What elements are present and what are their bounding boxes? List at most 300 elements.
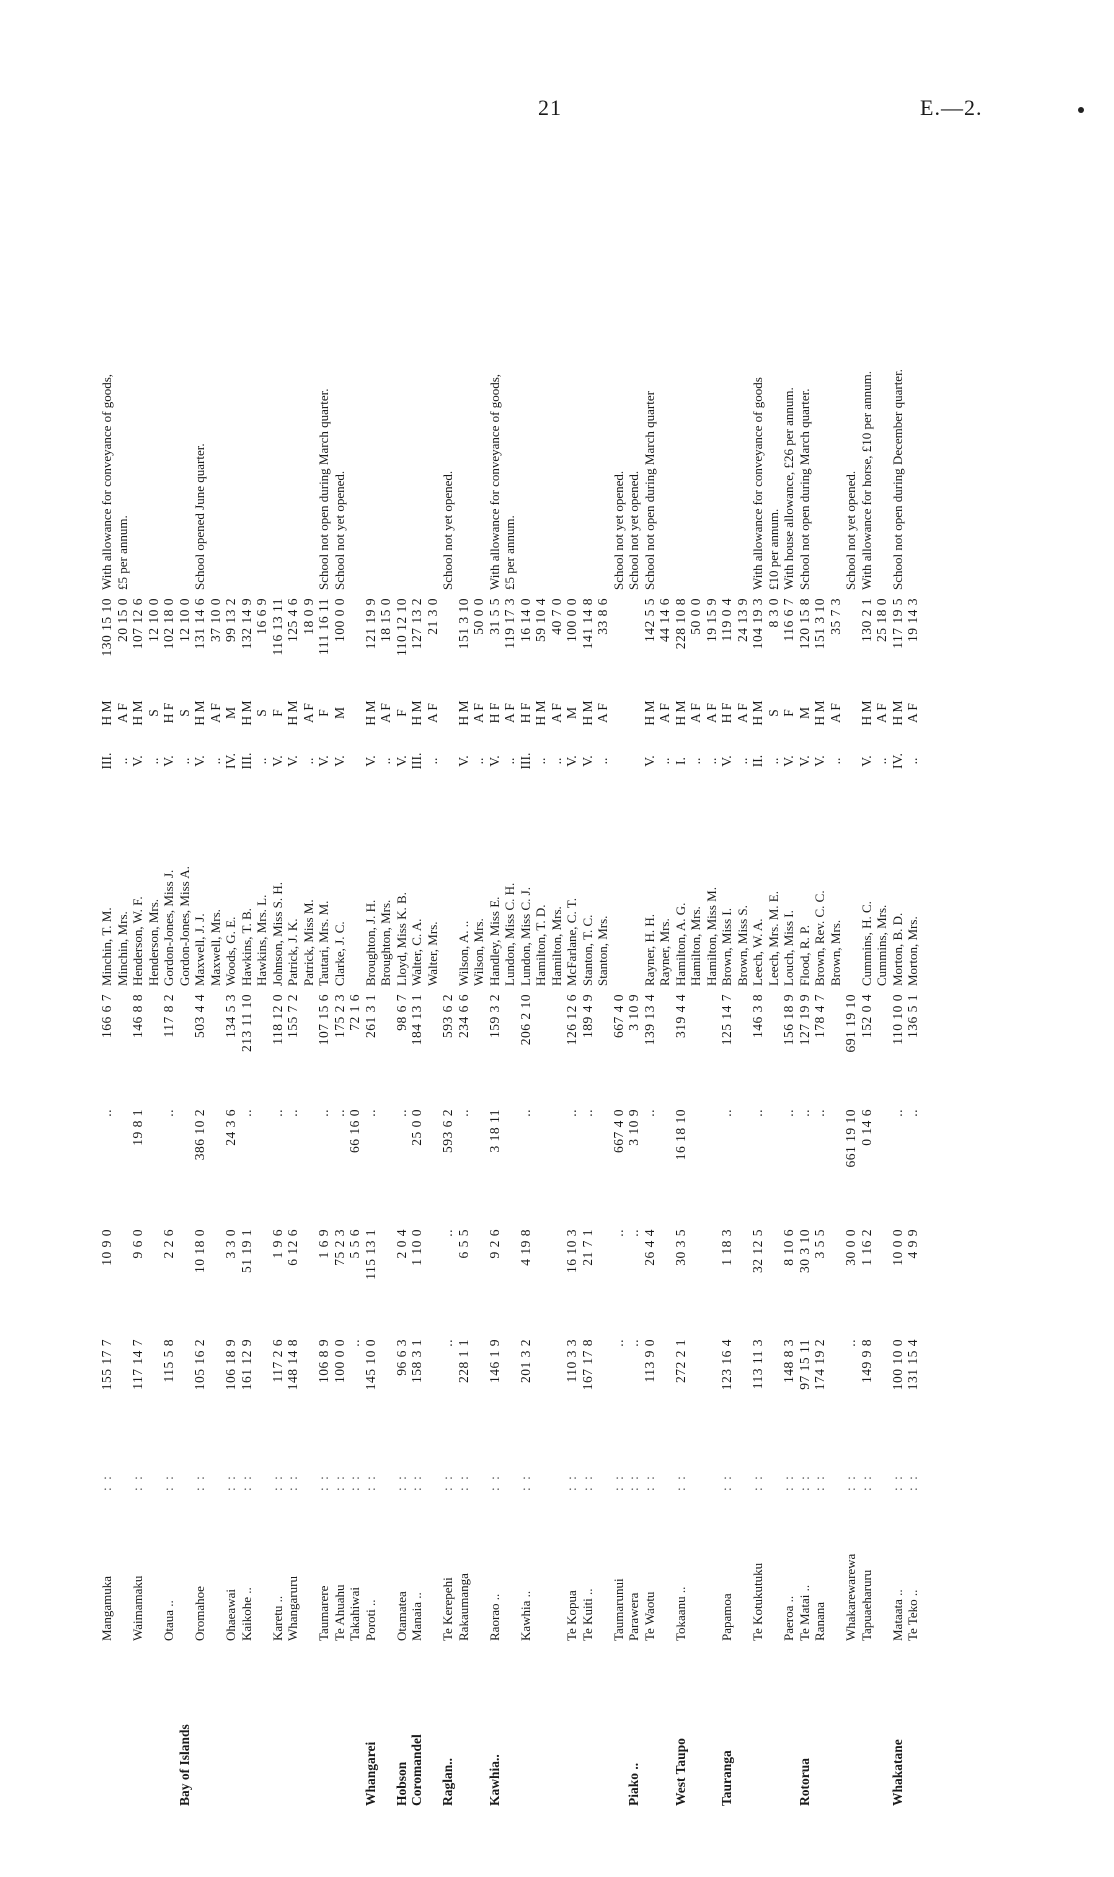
- cell-district: [736, 1645, 752, 1810]
- cell-rent: ..: [285, 1109, 300, 1117]
- cell-district: [906, 1645, 922, 1810]
- leader-dots: [550, 1455, 566, 1495]
- cell-remark: [302, 75, 318, 594]
- cell-cls: ..: [378, 757, 393, 765]
- cell-remark: [596, 75, 612, 594]
- cell-cls: V.: [455, 755, 471, 767]
- leader-dots: : :: [238, 1474, 254, 1491]
- cell-teacher: Walter, C. A.: [409, 918, 424, 986]
- cell-expend: 228 1 1: [455, 1339, 471, 1383]
- cell-rent: [426, 1105, 442, 1225]
- cell-remark: School not yet opened.: [440, 470, 455, 590]
- cell-total: 691 19 10: [843, 994, 858, 1053]
- cell-school: [550, 1495, 566, 1645]
- cell-revenue: [178, 1225, 194, 1335]
- leader-dots: : :: [455, 1474, 471, 1491]
- cell-expend: 100 0 0: [331, 1339, 347, 1383]
- cell-cls: ..: [176, 757, 192, 765]
- cell-rent: [147, 1105, 163, 1225]
- cell-total: [829, 990, 845, 1105]
- cell-salary: 116 13 11: [269, 598, 285, 656]
- cell-district: Bay of Islands: [176, 1724, 192, 1806]
- table-row: [255, 75, 271, 1810]
- leader-dots: : :: [192, 1474, 207, 1491]
- cell-total: [767, 990, 783, 1105]
- cell-remark: [162, 75, 178, 594]
- cell-expend: [658, 1335, 674, 1455]
- cell-expend: 96 6 3: [393, 1339, 409, 1376]
- cell-total: 593 6 2: [440, 994, 455, 1038]
- cell-rent: [302, 1105, 318, 1225]
- cell-rent: 16 18 10: [672, 1109, 688, 1161]
- cell-cls: ..: [905, 757, 920, 765]
- cell-cls: V.: [130, 755, 145, 767]
- cell-salary: 125 4 6: [285, 598, 300, 642]
- cell-district: [751, 1645, 767, 1810]
- cell-teacher: [348, 785, 364, 990]
- cell-salary: 8 3 0: [765, 598, 781, 628]
- cell-school: [767, 1495, 783, 1645]
- cell-rent: [209, 1105, 225, 1225]
- cell-total: [875, 990, 891, 1105]
- cell-revenue: 1 10 0: [409, 1229, 424, 1266]
- cell-pos: A F: [548, 703, 564, 723]
- cell-rent: [596, 1105, 612, 1225]
- cell-district: [875, 1645, 891, 1810]
- cell-cls: ..: [688, 757, 703, 765]
- cell-cls: II.: [750, 754, 765, 768]
- table-row: [767, 75, 783, 1810]
- cell-revenue: [255, 1225, 271, 1335]
- cell-revenue: 30 0 0: [843, 1229, 858, 1266]
- cell-pos: F: [393, 709, 409, 717]
- cell-cls: ..: [874, 757, 889, 765]
- cell-salary: [441, 594, 457, 689]
- cell-district: West Taupo: [672, 1738, 688, 1806]
- cell-school: Waimamaku: [130, 1575, 145, 1641]
- cell-revenue: [472, 1225, 488, 1335]
- leader-dots: : :: [781, 1474, 796, 1491]
- cell-remark: [426, 75, 442, 594]
- cell-salary: 142 5 5: [641, 598, 657, 642]
- cell-salary: 40 7 0: [548, 598, 564, 635]
- cell-revenue: 9 2 6: [486, 1229, 502, 1259]
- leader-dots: [302, 1455, 318, 1495]
- cell-total: 117 8 2: [161, 994, 176, 1038]
- cell-cls: III.: [99, 752, 114, 770]
- table-row: [457, 75, 473, 1810]
- cell-school: Taumarere: [316, 1585, 331, 1641]
- cell-district: [519, 1645, 535, 1810]
- cell-remark: [550, 75, 566, 594]
- cell-salary: 132 14 9: [238, 598, 254, 650]
- cell-salary: 116 6 7: [781, 598, 796, 642]
- table-row: [317, 75, 333, 1810]
- cell-pos: H M: [285, 700, 300, 726]
- cell-revenue: 2 0 4: [393, 1229, 409, 1259]
- table-row: [612, 75, 628, 1810]
- cell-pos: S: [254, 709, 269, 717]
- cell-rent: ..: [579, 1109, 595, 1117]
- cell-revenue: [426, 1225, 442, 1335]
- cell-total: 146 8 8: [130, 994, 145, 1038]
- cell-school: [302, 1495, 318, 1645]
- cell-cls: ..: [703, 757, 719, 765]
- cell-total: [302, 990, 318, 1105]
- cell-expend: 167 17 8: [579, 1339, 595, 1391]
- cell-expend: ..: [626, 1339, 641, 1347]
- cell-total: 156 18 9: [781, 994, 796, 1046]
- cell-rent: 25 0 0: [409, 1109, 424, 1146]
- cell-remark: [875, 75, 891, 594]
- cell-school: Manaia ..: [409, 1592, 424, 1641]
- cell-teacher: Lloyd, Miss K. B.: [393, 892, 409, 986]
- cell-total: 155 7 2: [285, 994, 300, 1038]
- cell-district: [271, 1645, 287, 1810]
- cell-cls: V.: [812, 755, 827, 767]
- cell-rent: 661 19 10: [843, 1109, 858, 1168]
- table-row: [550, 75, 566, 1810]
- cell-school: [116, 1495, 132, 1645]
- cell-teacher: Morton, B. D.: [889, 912, 905, 986]
- cell-pos: H F: [719, 702, 734, 724]
- table-row: [193, 75, 209, 1810]
- cell-pos: H M: [641, 700, 657, 726]
- cell-total: 206 2 10: [517, 994, 533, 1046]
- cell-teacher: Maxwell, J. J.: [192, 913, 207, 986]
- cell-district: [860, 1645, 876, 1810]
- cell-teacher: Brown, Miss S.: [734, 905, 750, 986]
- leader-dots: : :: [843, 1474, 858, 1491]
- cell-pos: [441, 689, 457, 737]
- cell-total: 98 6 7: [393, 994, 409, 1031]
- cell-remark: [457, 75, 473, 594]
- cell-teacher: Hamilton, Mrs.: [688, 906, 703, 986]
- cell-expend: [255, 1335, 271, 1455]
- margin-dot: [1078, 107, 1084, 113]
- cell-cls: ..: [533, 757, 548, 765]
- cell-revenue: [550, 1225, 566, 1335]
- table-row: [674, 75, 690, 1810]
- cell-total: 152 0 4: [858, 994, 874, 1038]
- cell-district: [100, 1645, 116, 1810]
- cell-expend: 174 19 2: [812, 1339, 827, 1391]
- cell-pos: H M: [672, 700, 688, 726]
- cell-district: [658, 1645, 674, 1810]
- leader-dots: [767, 1455, 783, 1495]
- cell-cls: V.: [161, 755, 176, 767]
- cell-expend: 110 3 3: [564, 1339, 579, 1383]
- cell-remark: School not open during March quarter: [641, 391, 657, 590]
- cell-remark: With house allowance, £26 per annum.: [781, 387, 796, 590]
- cell-school: Te Waotu: [641, 1591, 657, 1641]
- leader-dots: [736, 1455, 752, 1495]
- cell-pos: S: [765, 709, 781, 717]
- cell-teacher: Minchin, Mrs.: [114, 911, 130, 986]
- cell-remark: [720, 75, 736, 594]
- cell-teacher: Morton, Mrs.: [905, 916, 920, 986]
- page-reference: E.—2.: [920, 95, 983, 120]
- cell-pos: H F: [517, 702, 533, 724]
- cell-cls: ..: [502, 757, 517, 765]
- cell-teacher: Henderson, W. F.: [130, 896, 145, 986]
- cell-total: 127 19 9: [796, 994, 812, 1046]
- cell-remark: [209, 75, 225, 594]
- table-body: [100, 75, 922, 1810]
- cell-remark: School not open during March quarter.: [316, 388, 331, 590]
- cell-total: [658, 990, 674, 1105]
- cell-school: [689, 1495, 705, 1645]
- cell-remark: [178, 75, 194, 594]
- cell-district: [240, 1645, 256, 1810]
- cell-rent: ..: [331, 1109, 347, 1117]
- cell-salary: 16 6 9: [254, 598, 269, 635]
- leader-dots: : :: [362, 1474, 378, 1491]
- cell-cls: V.: [641, 755, 657, 767]
- cell-school: [705, 1495, 721, 1645]
- cell-remark: School not yet opened.: [626, 470, 641, 590]
- cell-remark: [131, 75, 147, 594]
- cell-revenue: 1 9 6: [269, 1229, 285, 1259]
- cell-revenue: 6 12 6: [285, 1229, 300, 1266]
- table-row: [472, 75, 488, 1810]
- cell-revenue: [705, 1225, 721, 1335]
- cell-cls: ..: [827, 757, 843, 765]
- cell-remark: [581, 75, 597, 594]
- table-row: [364, 75, 380, 1810]
- cell-school: Tokaanu ..: [672, 1586, 688, 1641]
- table-row: [116, 75, 132, 1810]
- cell-total: 3 10 9: [626, 994, 641, 1031]
- cell-cls: V.: [858, 755, 874, 767]
- cell-teacher: Broughton, Mrs.: [378, 899, 393, 986]
- cell-remark: [689, 75, 705, 594]
- cell-remark: [255, 75, 271, 594]
- table-row: [891, 75, 907, 1810]
- cell-teacher: Minchin, T. M.: [99, 907, 114, 986]
- cell-school: Whakarewarewa: [843, 1553, 858, 1641]
- leader-dots: [658, 1455, 674, 1495]
- cell-cls: ..: [300, 757, 316, 765]
- cell-pos: M: [796, 707, 812, 720]
- cell-rent: ..: [362, 1109, 378, 1117]
- table-row: [302, 75, 318, 1810]
- leader-dots: : :: [409, 1474, 424, 1491]
- table-row: [581, 75, 597, 1810]
- cell-rent: ..: [517, 1109, 533, 1117]
- table-row: [209, 75, 225, 1810]
- cell-total: 134 5 3: [223, 994, 238, 1038]
- cell-rent: ..: [316, 1109, 331, 1117]
- cell-teacher: Maxwell, Mrs.: [207, 909, 223, 986]
- cell-cls: V.: [192, 755, 207, 767]
- cell-remark: School not yet opened.: [843, 470, 858, 590]
- cell-teacher: Rayner, H. H.: [641, 913, 657, 986]
- cell-expend: 105 16 2: [192, 1339, 207, 1391]
- cell-teacher: Hawkins, Mrs. L.: [254, 894, 269, 986]
- cell-pos: H M: [192, 700, 207, 726]
- table-row: [271, 75, 287, 1810]
- table-row: [441, 75, 457, 1810]
- table-row: [503, 75, 519, 1810]
- cell-remark: [705, 75, 721, 594]
- cell-school: Kawhia ..: [517, 1590, 533, 1641]
- cell-salary: 50 0 0: [471, 598, 486, 635]
- cell-cls: ..: [114, 757, 130, 765]
- cell-expend: 113 11 3: [750, 1339, 765, 1390]
- leader-dots: [426, 1455, 442, 1495]
- cell-school: [255, 1495, 271, 1645]
- cell-revenue: 3 3 0: [223, 1229, 238, 1259]
- cell-total: 175 2 3: [331, 994, 347, 1038]
- cell-district: Piako ..: [626, 1762, 641, 1806]
- leader-dots: : :: [486, 1474, 502, 1491]
- cell-cls: ..: [657, 757, 672, 765]
- cell-revenue: 10 9 0: [99, 1229, 114, 1266]
- cell-revenue: [209, 1225, 225, 1335]
- cell-rent: 3 10 9: [626, 1109, 641, 1146]
- cell-district: [705, 1645, 721, 1810]
- cell-district: Kawhia..: [486, 1754, 502, 1806]
- cell-revenue: [503, 1225, 519, 1335]
- table-row: [782, 75, 798, 1810]
- cell-remark: [271, 75, 287, 594]
- table-row: [426, 75, 442, 1810]
- cell-remark: [147, 75, 163, 594]
- rotated-table-container: [100, 75, 1000, 1810]
- cell-salary: 102 18 0: [161, 598, 176, 650]
- cell-pos: A F: [657, 703, 672, 723]
- leader-dots: : :: [331, 1474, 347, 1491]
- cell-remark: [240, 75, 256, 594]
- cell-remark: [565, 75, 581, 594]
- table-row: [100, 75, 116, 1810]
- leader-dots: : :: [393, 1474, 409, 1491]
- cell-revenue: 2 2 6: [161, 1229, 176, 1259]
- cell-teacher: Walter, Mrs.: [424, 921, 440, 986]
- cell-rent: [875, 1105, 891, 1225]
- leader-dots: : :: [719, 1474, 734, 1491]
- cell-expend: ..: [843, 1339, 858, 1347]
- cell-school: Raorao ..: [486, 1593, 502, 1641]
- cell-salary: 20 15 0: [114, 598, 130, 642]
- table-row: [395, 75, 411, 1810]
- cell-total: [534, 990, 550, 1105]
- cell-pos: H M: [889, 700, 905, 726]
- cell-total: 110 10 0: [889, 994, 905, 1045]
- cell-cls: V.: [269, 755, 285, 767]
- cell-district: [426, 1645, 442, 1810]
- cell-pos: H M: [455, 700, 471, 726]
- cell-remark: [472, 75, 488, 594]
- leader-dots: : :: [672, 1474, 688, 1491]
- cell-salary: 107 12 6: [130, 598, 145, 650]
- cell-salary: 35 7 3: [827, 598, 843, 635]
- cell-teacher: Leech, W. A.: [750, 918, 765, 986]
- cell-district: Coromandel: [409, 1734, 424, 1806]
- cell-revenue: 8 10 6: [781, 1229, 796, 1266]
- cell-salary: [612, 594, 628, 689]
- cell-total: 213 11 10: [238, 994, 254, 1052]
- cell-teacher: Brown, Miss I.: [719, 907, 734, 986]
- cell-district: [147, 1645, 163, 1810]
- cell-district: [457, 1645, 473, 1810]
- cell-school: Oromahoe: [192, 1586, 207, 1641]
- table-row: [627, 75, 643, 1810]
- cell-revenue: 32 12 5: [750, 1229, 765, 1273]
- cell-teacher: Tautari, Mrs. M.: [316, 900, 331, 986]
- cell-expend: 158 3 1: [409, 1339, 424, 1383]
- cell-salary: 25 18 0: [874, 598, 889, 642]
- cell-cls: ..: [471, 757, 486, 765]
- cell-remark: With allowance for horse, £10 per annum.: [858, 371, 874, 590]
- cell-salary: 16 14 0: [517, 598, 533, 642]
- cell-pos: H F: [486, 702, 502, 724]
- cell-expend: 148 14 8: [285, 1339, 300, 1391]
- cell-pos: A F: [378, 703, 393, 723]
- cell-rent: ..: [812, 1109, 827, 1117]
- table-row: [178, 75, 194, 1810]
- cell-revenue: ..: [626, 1229, 641, 1237]
- cell-school: Otaua ..: [161, 1600, 176, 1641]
- leader-dots: : :: [161, 1474, 176, 1491]
- cell-salary: 31 5 5: [486, 598, 502, 635]
- cell-school: [503, 1495, 519, 1645]
- cell-district: [503, 1645, 519, 1810]
- cell-expend: 106 18 9: [223, 1339, 238, 1391]
- cell-district: [131, 1645, 147, 1810]
- cell-pos: F: [269, 709, 285, 717]
- cell-expend: 145 10 0: [362, 1339, 378, 1391]
- cell-expend: ..: [440, 1339, 455, 1347]
- table-row: [798, 75, 814, 1810]
- cell-district: Whakatane: [889, 1739, 905, 1806]
- cell-salary: 37 10 0: [207, 598, 223, 642]
- cell-teacher: Lundon, Miss C. H.: [502, 882, 517, 986]
- table-row: [286, 75, 302, 1810]
- cell-salary: 19 15 9: [703, 598, 719, 642]
- cell-teacher: [612, 785, 628, 990]
- cell-rent: [550, 1105, 566, 1225]
- cell-district: [767, 1645, 783, 1810]
- cell-revenue: [689, 1225, 705, 1335]
- cell-pos: H M: [409, 700, 424, 726]
- cell-total: [147, 990, 163, 1105]
- cell-expend: 113 9 0: [641, 1339, 657, 1383]
- page-number: 21: [538, 95, 562, 120]
- cell-rent: 593 6 2: [440, 1109, 455, 1153]
- cell-total: 159 3 2: [486, 994, 502, 1038]
- cell-teacher: Hawkins, T. B.: [238, 908, 254, 986]
- cell-total: 139 13 4: [641, 994, 657, 1046]
- cell-rent: [503, 1105, 519, 1225]
- cell-school: Parawera: [626, 1592, 641, 1641]
- leader-dots: : :: [564, 1474, 579, 1491]
- cell-school: [658, 1495, 674, 1645]
- cell-teacher: Lundon, Miss C. J.: [517, 887, 533, 986]
- cell-teacher: Cummins, H. C.: [858, 901, 874, 986]
- cell-district: [782, 1645, 798, 1810]
- leader-dots: : :: [99, 1474, 114, 1491]
- table-row: [534, 75, 550, 1810]
- table-row: [736, 75, 752, 1810]
- table-row: [410, 75, 426, 1810]
- cell-school: Te Teko ..: [905, 1589, 920, 1641]
- cell-pos: H M: [238, 700, 254, 726]
- cell-salary: 130 2 1: [858, 598, 874, 642]
- cell-revenue: 21 7 1: [579, 1229, 595, 1266]
- leader-dots: [705, 1455, 721, 1495]
